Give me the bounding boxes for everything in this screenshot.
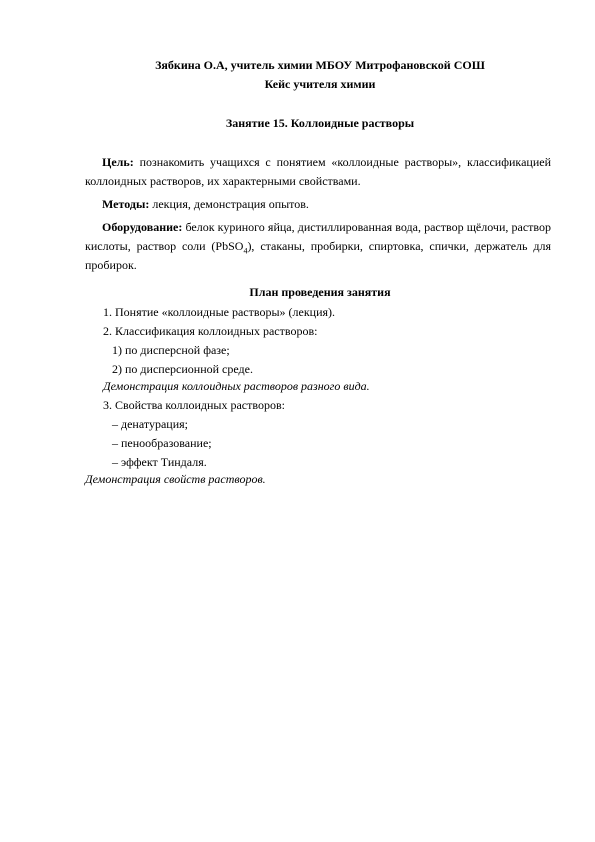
methods-label: Методы:: [102, 197, 150, 211]
author-line: Зябкина О.А, учитель химии МБОУ Митрофановской СОШ: [155, 58, 485, 72]
plan-subitem: – пенообразование;: [112, 436, 212, 450]
methods-text: лекция, демонстрация опытов.: [149, 197, 309, 211]
goal-text: познакомить учащихся с понятием «коллоидные растворы», классификацией коллоидных растворов, их характерными свойствами.: [85, 155, 551, 188]
plan-item: 1. Понятие «коллоидные растворы» (лекция).: [103, 305, 336, 319]
equipment-text: белок куриного яйца, дистиллированная вода, раствор щёлочи, раствор кислоты, раствор соли (PbSO: [85, 220, 551, 253]
lesson-title: Занятие 15. Коллоидные растворы: [225, 116, 415, 130]
plan-demo-note: Демонстрация свойств растворов.: [85, 472, 266, 486]
plan-subitem: – денатурация;: [112, 417, 188, 431]
goal-label: Цель:: [102, 155, 134, 169]
equipment-label: Оборудование:: [102, 220, 183, 234]
plan-demo-note: Демонстрация коллоидных растворов разного вида.: [103, 379, 370, 393]
formula-subscript: 4: [243, 246, 248, 256]
methods-paragraph: [85, 195, 551, 214]
plan-subitem: – эффект Тиндаля.: [112, 455, 207, 469]
case-line: Кейс учителя химии: [264, 77, 376, 91]
goal-paragraph: [85, 153, 551, 191]
equipment-text-end: ), стаканы, пробирки, спиртовка, спички, держатель для пробирок.: [85, 239, 551, 272]
plan-subitem: 1) по дисперсной фазе;: [112, 343, 230, 357]
plan-title: План проведения занятия: [249, 285, 391, 299]
equipment-paragraph: [85, 218, 551, 275]
plan-item: 2. Классификация коллоидных растворов:: [103, 324, 318, 338]
plan-item: 3. Свойства коллоидных растворов:: [103, 398, 285, 412]
plan-subitem: 2) по дисперсионной среде.: [112, 362, 253, 376]
